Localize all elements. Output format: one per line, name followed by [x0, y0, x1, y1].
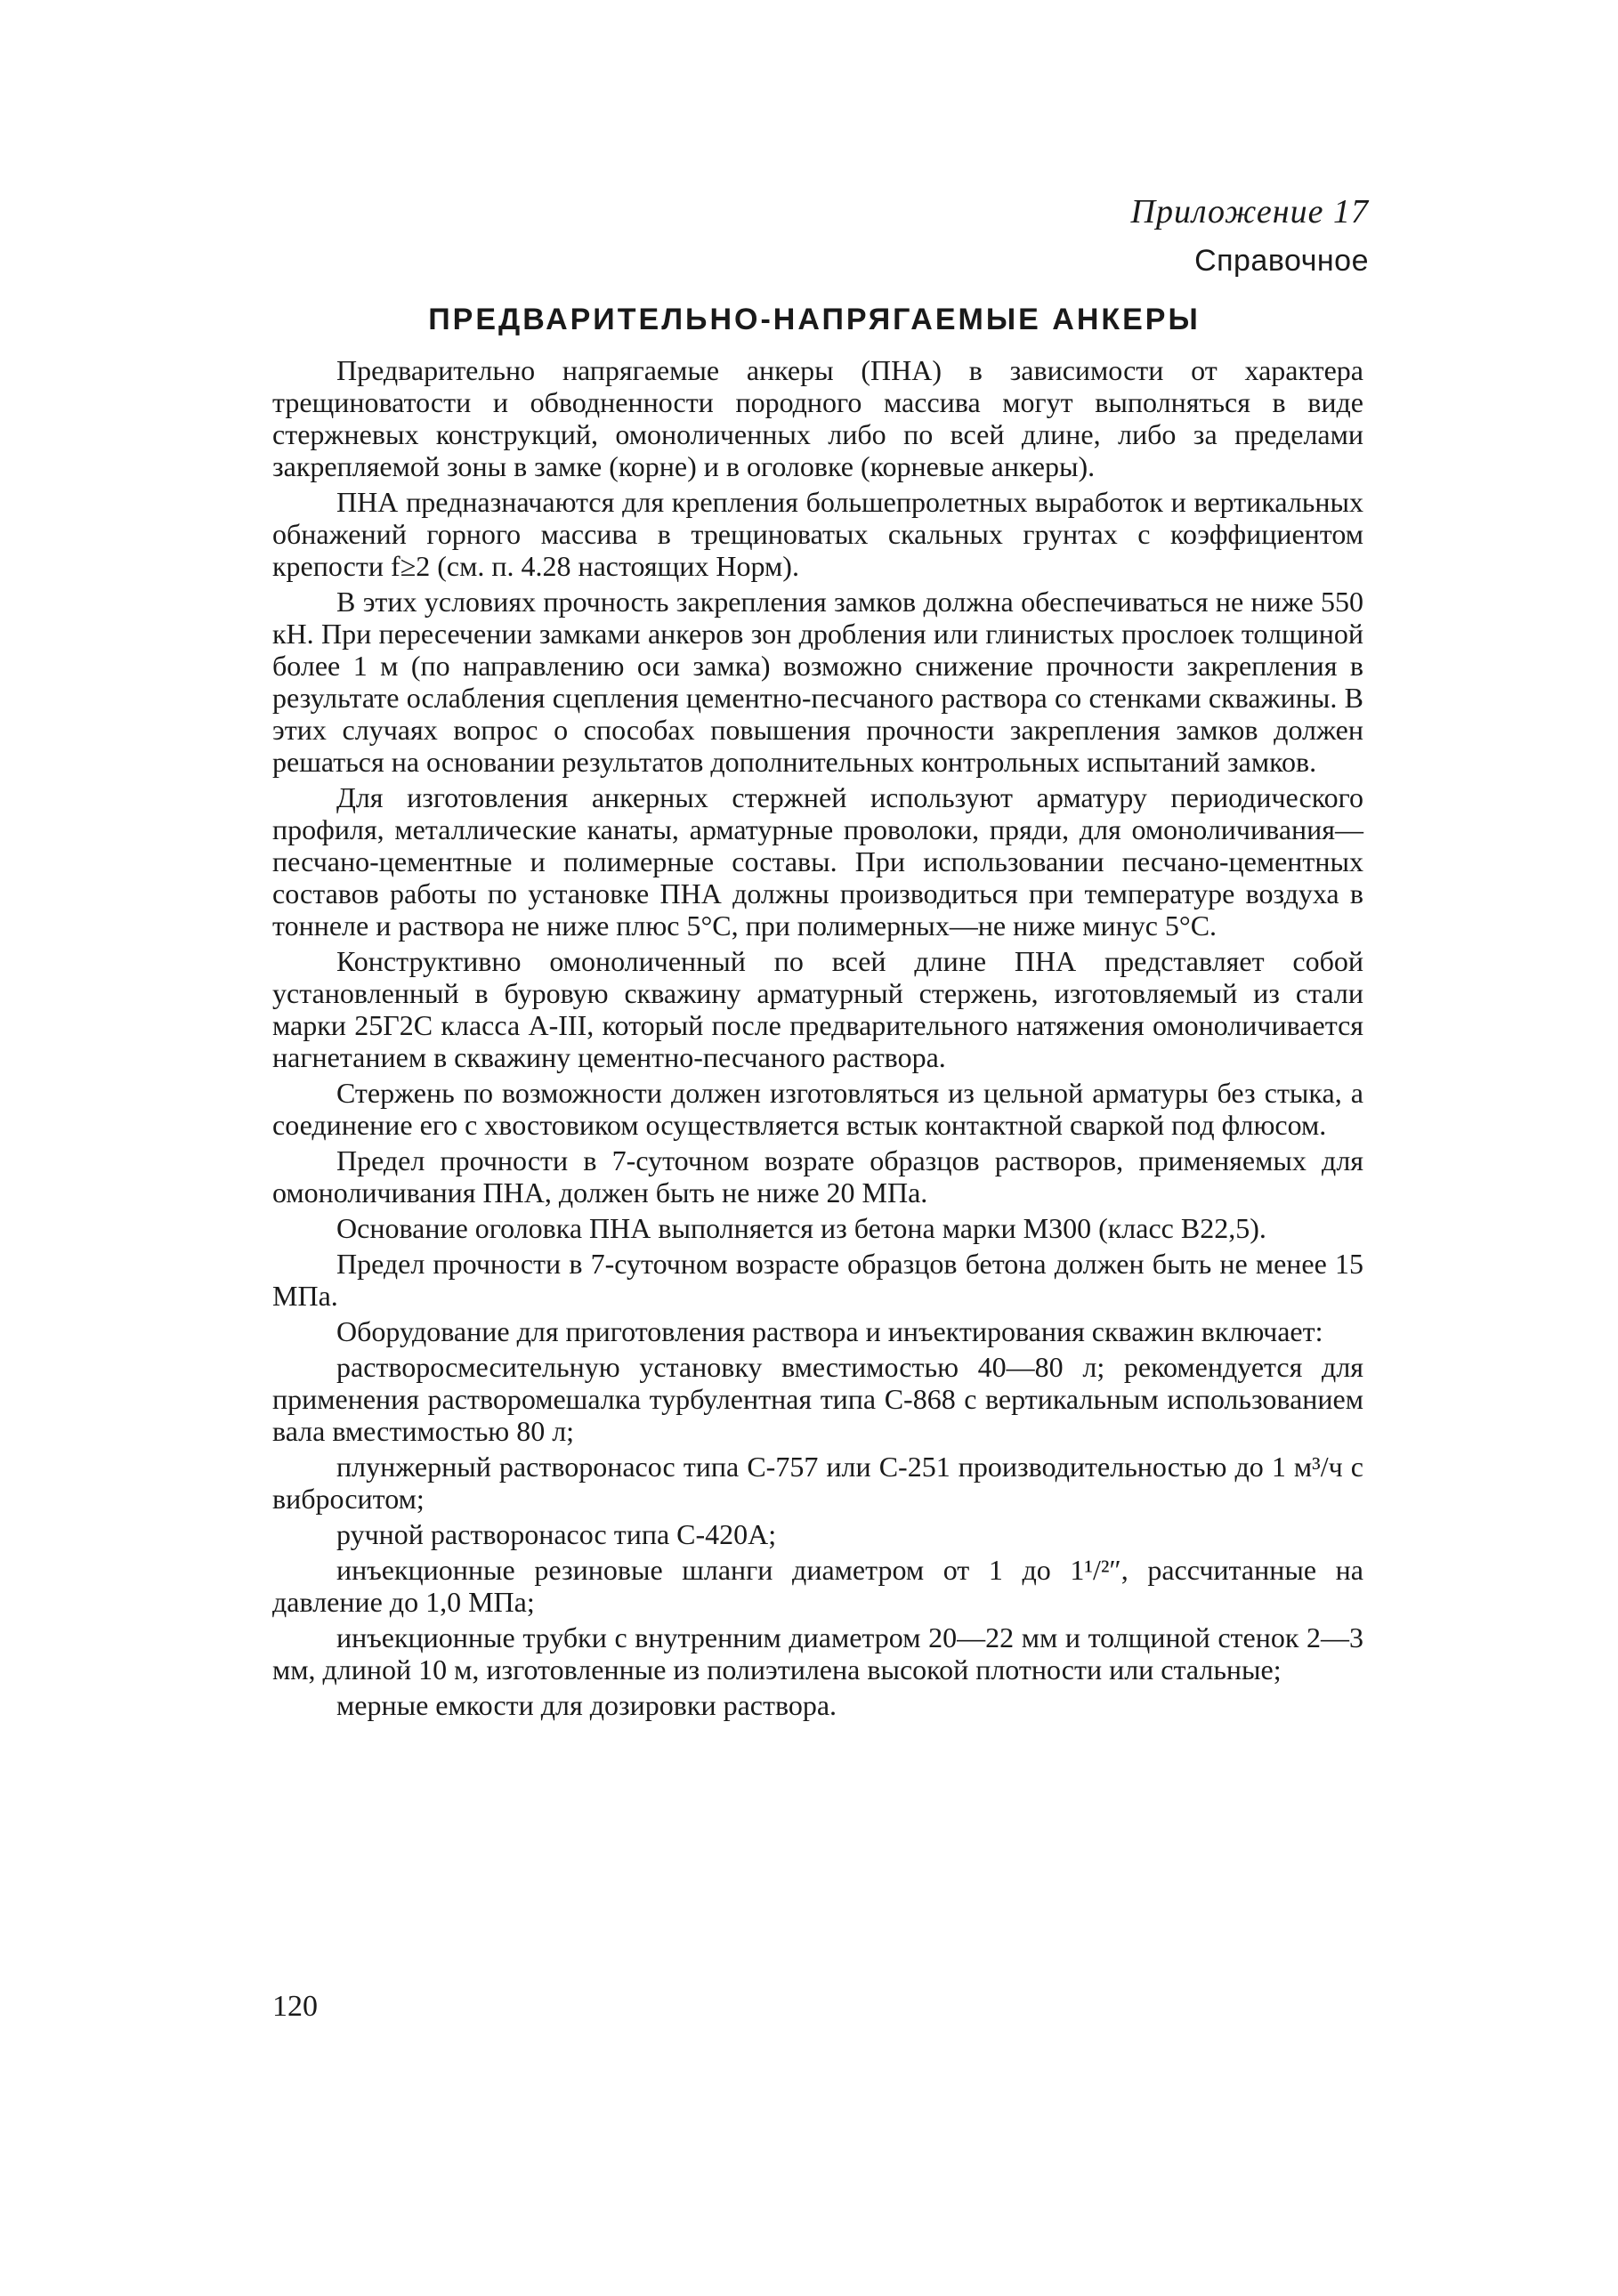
paragraph: Стержень по возможности должен изготовляться из цельной арматуры без стыка, а соединение его с хвостовиком осуществляется встык контактной сваркой под флюсом. — [272, 1077, 1363, 1141]
equipment-list-item: ручной растворонасос типа С-420А; — [336, 1518, 777, 1550]
paragraph: В этих условиях прочность закрепления замков должна обеспечиваться не ниже 550 кН. При пересечении замками анкеров зон дробления или глинистых прослоек толщиной более 1 м (по направлению оси замка) возможно снижение прочности закрепления в результате ослабления сцепления цементно-песчаного раствора со стенками скважины. В этих случаях вопрос о способах повышения прочности закрепления замков должен решаться на основании результатов дополнительных контрольных испытаний замков. — [272, 586, 1363, 778]
paragraph: Основание оголовка ПНА выполняется из бетона марки М300 (класс В22,5). — [336, 1212, 1266, 1244]
page-title: ПРЕДВАРИТЕЛЬНО-НАПРЯГАЕМЫЕ АНКЕРЫ — [428, 303, 1201, 336]
page-number: 120 — [272, 1990, 318, 2023]
equipment-list-item: инъекционные резиновые шланги диаметром от 1 до 1¹/²″, рассчитанные на давление до 1,0 МПа; — [272, 1554, 1363, 1618]
paragraph: Конструктивно омоноличенный по всей длине ПНА представляет собой установленный в буровую скважину арматурный стержень, изготовляемый из стали марки 25Г2С класса А-III, который после предварительного натяжения омоноличивается нагнетанием в скважину цементно-песчаного раствора. — [272, 945, 1363, 1073]
equipment-list-item: плунжерный растворонасос типа С-757 или С-251 производительностью до 1 м³/ч с виброситом; — [272, 1451, 1363, 1515]
paragraph: Для изготовления анкерных стержней используют арматуру периодического профиля, металлические канаты, арматурные проволоки, пряди, для омоноличивания—песчано-цементные и полимерные составы. При использовании песчано-цементных составов работы по установке ПНА должны производиться при температуре воздуха в тоннеле и раствора не ниже плюс 5°С, при полимерных—не ниже минус 5°С. — [272, 781, 1363, 942]
equipment-list-item: мерные емкости для дозировки раствора. — [336, 1689, 837, 1721]
equipment-list-item: растворосмесительную установку вместимостью 40—80 л; рекомендуется для применения растворомешалка турбулентная типа С-868 с вертикальным использованием вала вместимостью 80 л; — [272, 1351, 1363, 1447]
paragraph: Предварительно напрягаемые анкеры (ПНА) в зависимости от характера трещиноватости и обводненности породного массива могут выполняться в виде стержневых конструкций, омоноличенных либо по всей длине, либо за пределами закрепляемой зоны в замке (корне) и в оголовке (корневые анкеры). — [272, 354, 1363, 482]
body-text — [272, 354, 1363, 1725]
reference-label: Справочное — [1194, 244, 1369, 278]
paragraph: Предел прочности в 7-суточном возрате образцов растворов, применяемых для омоноличивания ПНА, должен быть не ниже 20 МПа. — [272, 1144, 1363, 1209]
equipment-list-item: инъекционные трубки с внутренним диаметром 20—22 мм и толщиной стенок 2—3 мм, длиной 10 м, изготовленные из полиэтилена высокой плотности или стальные; — [272, 1621, 1363, 1686]
paragraph: ПНА предназначаются для крепления большепролетных выработок и вертикальных обнажений горного массива в трещиноватых скальных грунтах с коэффициентом крепости f≥2 (см. п. 4.28 настоящих Норм). — [272, 486, 1363, 582]
appendix-label: Приложение 17 — [1130, 193, 1369, 230]
paragraph: Предел прочности в 7-суточном возрасте образцов бетона должен быть не менее 15 МПа. — [272, 1248, 1363, 1312]
paragraph: Оборудование для приготовления раствора и инъектирования скважин включает: — [336, 1315, 1323, 1347]
